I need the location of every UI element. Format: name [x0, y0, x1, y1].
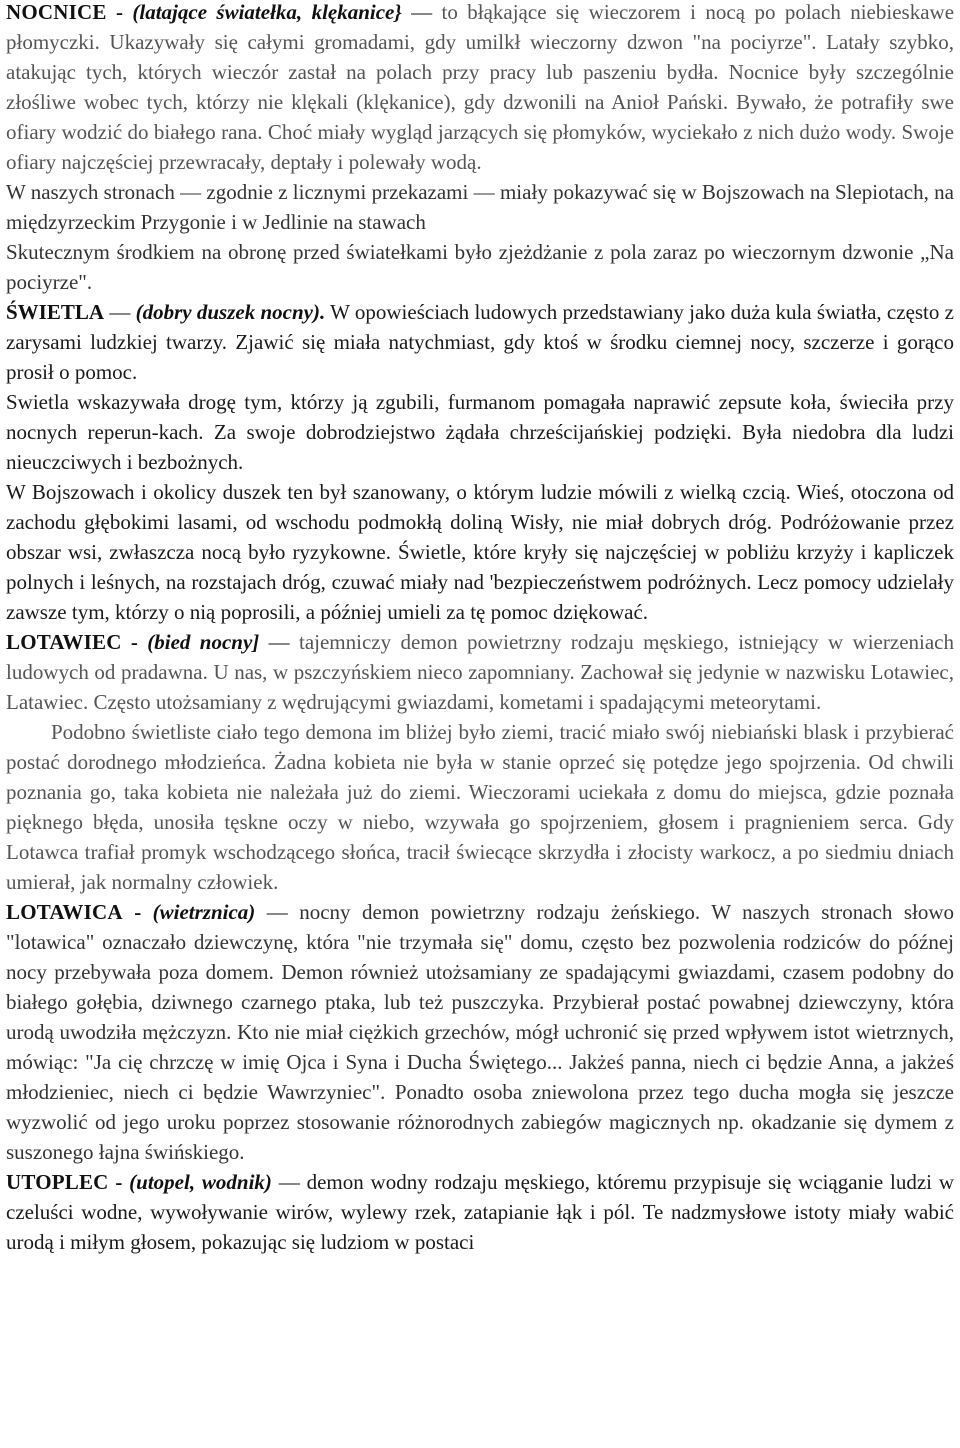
separator: -: [122, 900, 153, 924]
paragraph-lotawiec-legend: Podobno świetliste ciało tego demona im bliżej było ziemi, tracić miało swój niebiański blask i przybierać postać dorodnego młodzieńca. Żadna kobieta nie była w stanie oprzeć się potędze jego spojrzenia. Od chwili poznania go, taka kobieta nie należała już do ziemi. Wieczorami uciekała z domu do miejsca, gdzie poznała pięknego błęda, unosiła tęskne oczy w niebo, wzywała go spojrzeniem, głosem i pragnieniem serca. Gdy Lotawca trafiał promyk wschodzącego słońca, tracił świecące skrzydła i złocisty warkocz, a po siedmiu dniach umierał, jak normalny człowiek.: [6, 720, 954, 894]
text-utoplec-1: demon wodny rodzaju męskiego, któremu przypisuje się wciąganie ludzi w czeluści wodne, wywoływanie wirów, wylewy rzek, zatapianie łąk i pól. Te nadzmysłowe istoty miały wabić urodą i miłym głosem, pokazując się ludziom w postaci: [6, 1170, 954, 1254]
alias-swietla: (dobry duszek nocny).: [135, 300, 326, 324]
entry-swietla: [6, 297, 954, 387]
entry-lotawica: [6, 897, 954, 1167]
text-swietla-1: W opowieściach ludowych przedstawiany jako duża kula światła, często z zarysami ludzkiej twarzy. Zjawić się miała natychmiast, gdy ktoś w środku ciemnej nocy, szczerze i gorąco prosił o pomoc.: [6, 300, 954, 384]
separator: -: [106, 0, 133, 24]
text-lotawica-1: nocny demon powietrzny rodzaju żeńskiego. W naszych stronach słowo "lotawica" oznaczało dziewczynę, która "nie trzymała się" domu, często bez pozwolenia rodziców do późnej nocy przebywała poza domem. Demon również utożsamiany ze spadającymi gwiazdami, czasem podobny do białego gołębia, dziwnego czarnego ptaka, lub też puszczyka. Przybierał postać powabnej dziewczyny, która urodą uwodziła mężczyzn. Kto nie miał ciężkich grzechów, mógł uchronić się przed wpływem istot wietrznych, mówiąc: "Ja cię chrzczę w imię Ojca i Syna i Ducha Świętego... Jakżeś panna, niech ci będzie Anna, a jakżeś młodzieniec, niech ci będzie Wawrzyniec". Ponadto osoba zniewolona przez tego ducha mogła się jeszcze wyzwolić od jego uroku poprzez stosowanie różnorodnych zabiegów magicznych np. okadzanie się dymem z suszonego łajna świńskiego.: [6, 900, 954, 1164]
paragraph-swietla-bojszowy: W Bojszowach i okolicy duszek ten był szanowany, o którym ludzie mówili z wielką czcią. Wieś, otoczona od zachodu głębokimi lasami, od wschodu podmokłą doliną Wisły, nie miał dobrych dróg. Podróżowanie przez obszar wsi, zwłaszcza nocą było ryzykowne. Świetle, które kryły się najczęściej w pobliżu krzyży i kapliczek polnych i leśnych, na rozstajach dróg, czuwać miały nad 'bezpieczeństwem podróżnych. Lecz pomocy udzielały zawsze tym, którzy o nią poprosili, a później umieli za tę pomoc dziękować.: [6, 480, 954, 624]
dash: —: [401, 0, 442, 24]
text-nocnice-1: to błąkające się wieczorem i nocą po polach niebieskawe płomyczki. Ukazywały się całymi gromadami, gdy umilkł wieczorny dzwon "na pociyrze". Latały szybko, atakując tych, których wieczór zastał na polach przy pracy lub paszeniu bydła. Nocnice były szczególnie złośliwe wobec tych, którzy nie klękali (klękanice), gdy dzwonili na Anioł Pański. Bywało, że potrafiły swe ofiary wodzić do białego rana. Choć miały wygląd jarzących się płomyków, wyciekało z nich dużo wody. Swoje ofiary najczęściej przewracały, deptały i polewały wodą.: [6, 0, 955, 174]
separator: -: [121, 630, 148, 654]
term-lotawica: LOTAWICA: [6, 900, 123, 924]
term-lotawiec: LOTAWIEC: [6, 630, 122, 654]
paragraph-nocnice-defense: Skutecznym środkiem na obronę przed światełkami było zjeżdżanie z pola zaraz po wieczornym dzwonie „Na pociyrze".: [6, 240, 954, 294]
dash: —: [259, 630, 299, 654]
entry-utoplec: [6, 1167, 954, 1257]
alias-utoplec: (utopel, wodnik): [129, 1170, 272, 1194]
dash: —: [271, 1170, 307, 1194]
dash: —: [255, 900, 300, 924]
alias-lotawica: (wietrznica): [152, 900, 256, 924]
term-swietla: ŚWIETLA: [6, 300, 105, 324]
term-nocnice: NOCNICE: [6, 0, 107, 24]
entry-nocnice: [6, 0, 954, 177]
dash: —: [104, 300, 136, 324]
separator: -: [108, 1170, 130, 1194]
entry-lotawiec: [6, 627, 954, 717]
text-lotawiec-1: tajemniczy demon powietrzny rodzaju męskiego, istniejący w wierzeniach ludowych od pradawna. U nas, w pszczyńskiem nieco zapomniany. Zachował się jedynie w nazwisku Lotawiec, Latawiec. Często utożsamiany z wędrującymi gwiazdami, kometami i spadającymi meteorytami.: [6, 630, 954, 714]
alias-lotawiec: (bied nocny]: [147, 630, 260, 654]
paragraph-nocnice-locations: W naszych stronach — zgodnie z licznymi przekazami — miały pokazywać się w Bojszowach na Slepiotach, na międzyrzeckim Przygonie i w Jedlinie na stawach: [6, 180, 954, 234]
alias-nocnice: (latające światełka, klękanice}: [132, 0, 402, 24]
term-utoplec: UTOPLEC: [6, 1170, 109, 1194]
paragraph-swietla-help: Swietla wskazywała drogę tym, którzy ją zgubili, furmanom pomagała naprawić zepsute koła, świeciła przy nocnych reperun-kach. Za swoje dobrodziejstwo żądała chrześcijańskiej podzięki. Była niedobra dla ludzi nieuczciwych i bezbożnych.: [6, 390, 954, 474]
